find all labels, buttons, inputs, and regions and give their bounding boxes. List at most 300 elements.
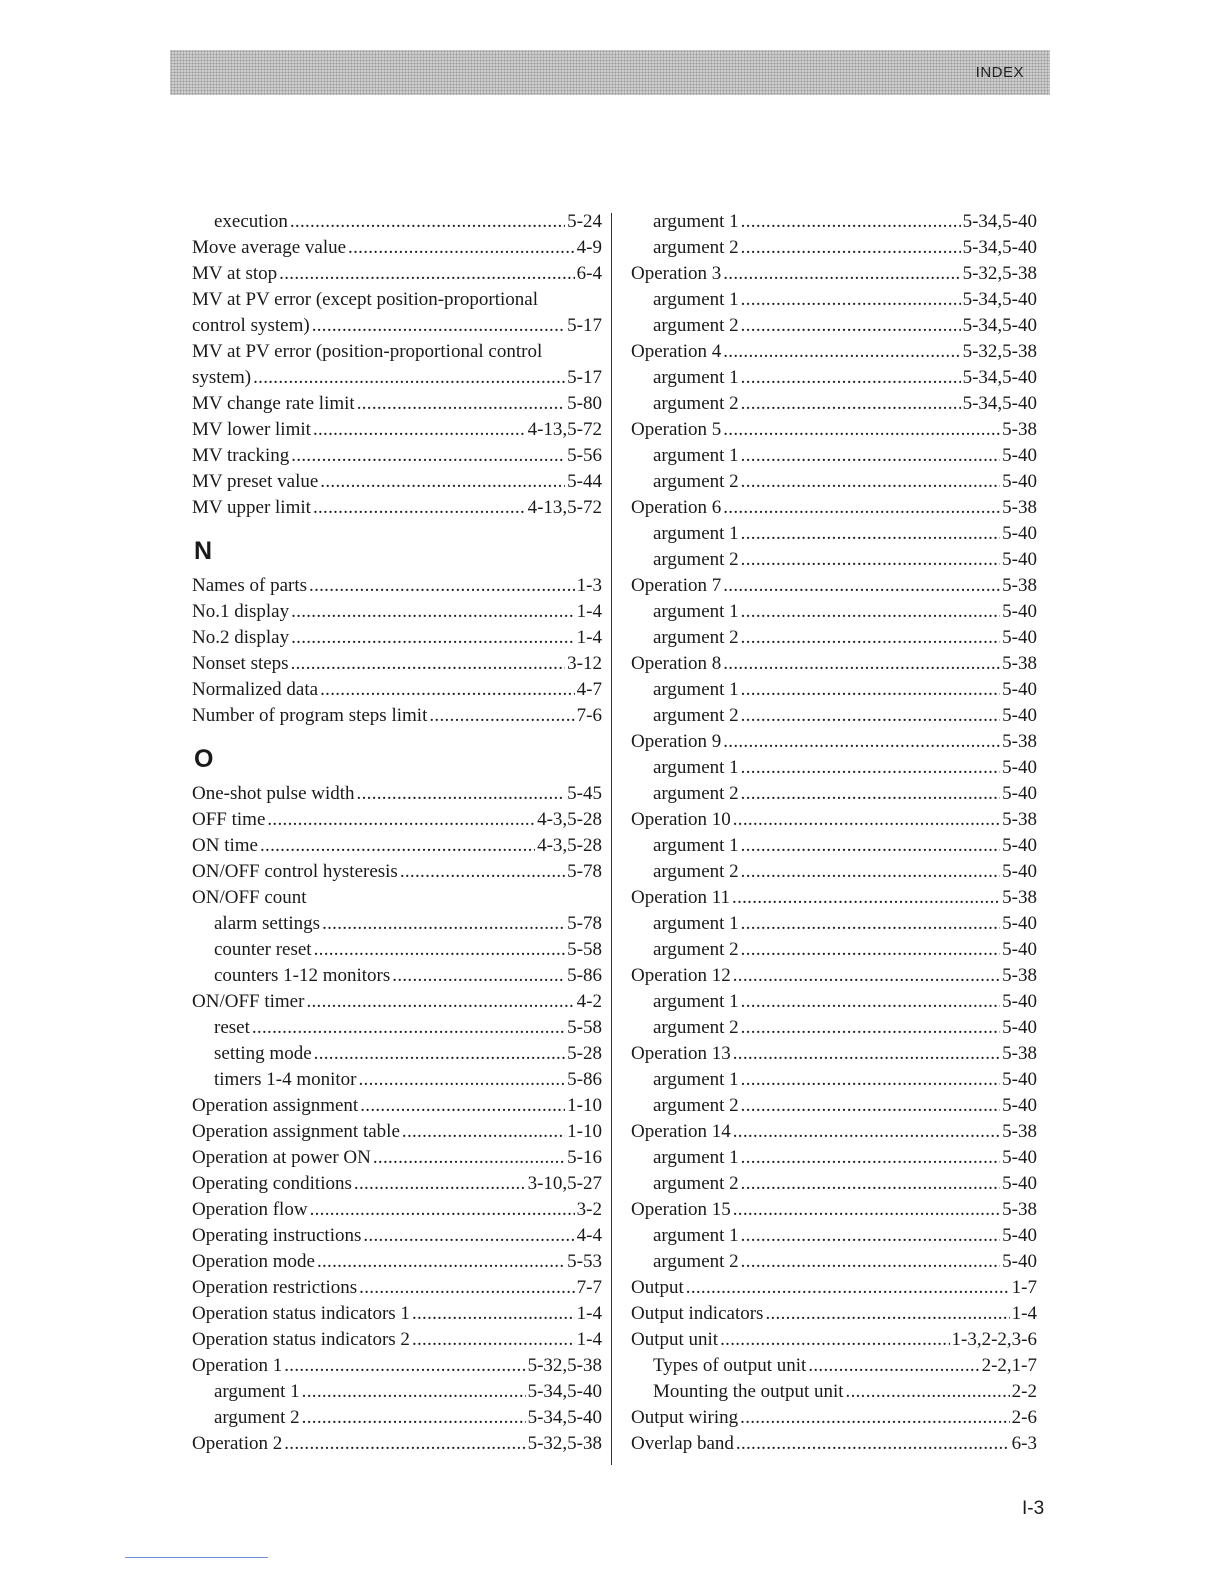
header-label: INDEX xyxy=(975,64,1024,81)
entry-label: argument 1 xyxy=(653,991,739,1012)
entry-label: OFF time xyxy=(192,809,266,830)
entry-label: argument 1 xyxy=(653,913,739,934)
index-subentry xyxy=(631,599,1037,625)
dot-leader xyxy=(373,1145,565,1171)
entry-label: Operating instructions xyxy=(192,1225,362,1246)
index-entry xyxy=(631,1301,1037,1327)
index-subentry xyxy=(631,1145,1037,1171)
dot-leader xyxy=(412,1327,575,1353)
dot-leader xyxy=(267,807,535,833)
entry-pages: 5-40 xyxy=(1002,679,1037,700)
entry-pages: 5-44 xyxy=(567,471,602,492)
dot-leader xyxy=(723,729,1000,755)
entry-label: Nonset steps xyxy=(192,653,289,674)
index-entry xyxy=(631,1041,1037,1067)
entry-pages: 5-34,5-40 xyxy=(962,393,1037,414)
index-entry xyxy=(631,1431,1037,1457)
entry-label: Operation status indicators 1 xyxy=(192,1303,410,1324)
index-subentry xyxy=(631,521,1037,547)
entry-pages: 5-38 xyxy=(1002,887,1037,908)
entry-label: ON/OFF count xyxy=(192,887,307,908)
entry-label: system) xyxy=(192,367,252,388)
dot-leader xyxy=(260,833,535,859)
index-entry xyxy=(192,365,602,391)
entry-label: Operation 3 xyxy=(631,263,722,284)
index-subentry xyxy=(631,547,1037,573)
entry-label: argument 1 xyxy=(653,523,739,544)
header-bar xyxy=(170,50,1050,95)
index-entry xyxy=(192,1353,602,1379)
dot-leader xyxy=(429,703,574,729)
index-entry xyxy=(192,261,602,287)
entry-label: Operation 10 xyxy=(631,809,731,830)
entry-label: argument 1 xyxy=(653,679,739,700)
dot-leader xyxy=(741,209,961,235)
entry-pages: 5-78 xyxy=(567,913,602,934)
entry-label: Operation 9 xyxy=(631,731,722,752)
entry-label: Operation 11 xyxy=(631,887,731,908)
entry-pages: 4-4 xyxy=(576,1225,602,1246)
index-entry xyxy=(192,781,602,807)
index-entry xyxy=(631,963,1037,989)
entry-label: Operation 8 xyxy=(631,653,722,674)
entry-label: Normalized data xyxy=(192,679,319,700)
entry-label: Names of parts xyxy=(192,575,308,596)
dot-leader xyxy=(317,1249,565,1275)
index-entry xyxy=(192,1275,602,1301)
entry-label: Mounting the output unit xyxy=(653,1381,844,1402)
dot-leader xyxy=(291,443,565,469)
index-entry xyxy=(192,859,602,885)
index-subentry xyxy=(631,1067,1037,1093)
entry-pages: 5-40 xyxy=(1002,991,1037,1012)
index-subentry xyxy=(631,859,1037,885)
section-letter: O xyxy=(194,745,214,773)
entry-pages: 5-40 xyxy=(1002,1173,1037,1194)
index-entry xyxy=(192,235,602,261)
index-subentry xyxy=(192,1405,602,1431)
entry-label: argument 2 xyxy=(653,237,739,258)
dot-leader xyxy=(363,1223,574,1249)
entry-pages: 5-34,5-40 xyxy=(962,237,1037,258)
index-subentry xyxy=(192,1041,602,1067)
index-subentry xyxy=(631,937,1037,963)
entry-label: Operation mode xyxy=(192,1251,315,1272)
entry-pages: 5-58 xyxy=(567,939,602,960)
dot-leader xyxy=(357,781,566,807)
entry-pages: 5-38 xyxy=(1002,731,1037,752)
index-subentry xyxy=(192,1015,602,1041)
dot-leader xyxy=(741,833,1001,859)
entry-label: Operation assignment table xyxy=(192,1121,400,1142)
entry-label: Operation 1 xyxy=(192,1355,283,1376)
index-entry xyxy=(631,807,1037,833)
index-entry xyxy=(192,885,602,911)
index-entry xyxy=(631,573,1037,599)
index-entry xyxy=(631,417,1037,443)
index-subentry xyxy=(192,209,602,235)
index-entry xyxy=(192,391,602,417)
entry-pages: 5-32,5-38 xyxy=(962,341,1037,362)
dot-leader xyxy=(741,547,1001,573)
index-entry xyxy=(631,261,1037,287)
entry-label: Operation status indicators 2 xyxy=(192,1329,410,1350)
index-subentry xyxy=(631,287,1037,313)
entry-pages: 5-80 xyxy=(567,393,602,414)
index-entry xyxy=(192,1431,602,1457)
entry-label: reset xyxy=(214,1017,250,1038)
entry-pages: 5-86 xyxy=(567,1069,602,1090)
entry-label: Output unit xyxy=(631,1329,719,1350)
dot-leader xyxy=(732,885,1000,911)
entry-pages: 6-3 xyxy=(1011,1433,1037,1454)
index-subentry xyxy=(631,1093,1037,1119)
dot-leader xyxy=(741,1093,1001,1119)
entry-pages: 5-40 xyxy=(1002,861,1037,882)
entry-label: Operation flow xyxy=(192,1199,308,1220)
index-entry xyxy=(192,677,602,703)
dot-leader xyxy=(741,989,1001,1015)
entry-pages: 1-4 xyxy=(576,1329,602,1350)
entry-pages: 5-38 xyxy=(1002,1121,1037,1142)
entry-label: argument 1 xyxy=(653,289,739,310)
entry-pages: 1-4 xyxy=(576,1303,602,1324)
entry-pages: 1-7 xyxy=(1011,1277,1037,1298)
entry-label: Operation 4 xyxy=(631,341,722,362)
index-entry xyxy=(192,599,602,625)
dot-leader xyxy=(741,1067,1001,1093)
entry-label: Types of output unit xyxy=(653,1355,807,1376)
entry-label: Operation 13 xyxy=(631,1043,731,1064)
dot-leader xyxy=(741,521,1001,547)
dot-leader xyxy=(402,1119,565,1145)
entry-pages: 5-40 xyxy=(1002,939,1037,960)
entry-pages: 5-34,5-40 xyxy=(962,367,1037,388)
entry-label: Overlap band xyxy=(631,1433,734,1454)
entry-pages: 5-34,5-40 xyxy=(962,289,1037,310)
index-entry xyxy=(192,573,602,599)
dot-leader xyxy=(846,1379,1010,1405)
entry-label: No.1 display xyxy=(192,601,290,622)
entry-pages: 5-34,5-40 xyxy=(527,1407,602,1428)
index-entry xyxy=(192,443,602,469)
index-entry xyxy=(192,1145,602,1171)
entry-pages: 4-7 xyxy=(576,679,602,700)
entry-pages: 5-38 xyxy=(1002,1199,1037,1220)
dot-leader xyxy=(765,1301,1009,1327)
index-entry xyxy=(631,651,1037,677)
entry-label: Output wiring xyxy=(631,1407,739,1428)
section-letter: N xyxy=(194,537,213,565)
dot-leader xyxy=(358,1067,565,1093)
index-subentry xyxy=(192,911,602,937)
entry-label: argument 2 xyxy=(653,1251,739,1272)
dot-leader xyxy=(313,495,526,521)
dot-leader xyxy=(322,911,565,937)
index-entry xyxy=(192,495,602,521)
entry-label: argument 2 xyxy=(653,1173,739,1194)
entry-label: MV at PV error (except position-proportional xyxy=(192,289,538,310)
dot-leader xyxy=(733,963,1000,989)
entry-pages: 1-3 xyxy=(576,575,602,596)
index-subentry xyxy=(192,1379,602,1405)
index-entry xyxy=(192,807,602,833)
dot-leader xyxy=(741,937,1001,963)
entry-pages: 5-58 xyxy=(567,1017,602,1038)
index-entry xyxy=(631,1275,1037,1301)
entry-pages: 5-38 xyxy=(1002,809,1037,830)
entry-pages: 1-10 xyxy=(567,1095,602,1116)
entry-pages: 1-4 xyxy=(576,601,602,622)
index-entry xyxy=(631,1197,1037,1223)
dot-leader xyxy=(314,937,566,963)
entry-label: MV preset value xyxy=(192,471,319,492)
index-subentry xyxy=(192,1067,602,1093)
dot-leader xyxy=(291,599,575,625)
entry-label: ON/OFF control hysteresis xyxy=(192,861,398,882)
dot-leader xyxy=(741,1223,1001,1249)
entry-pages: 2-6 xyxy=(1011,1407,1037,1428)
entry-pages: 4-3,5-28 xyxy=(537,809,602,830)
entry-label: Operation at power ON xyxy=(192,1147,371,1168)
dot-leader xyxy=(314,1041,566,1067)
index-entry xyxy=(192,1093,602,1119)
entry-label: One-shot pulse width xyxy=(192,783,355,804)
entry-pages: 2-2,1-7 xyxy=(981,1355,1037,1376)
entry-label: timers 1-4 monitor xyxy=(214,1069,357,1090)
entry-label: argument 2 xyxy=(653,471,739,492)
index-entry xyxy=(192,1327,602,1353)
entry-pages: 5-40 xyxy=(1002,835,1037,856)
entry-pages: 5-40 xyxy=(1002,549,1037,570)
entry-label: Operation 14 xyxy=(631,1121,731,1142)
dot-leader xyxy=(392,963,565,989)
entry-pages: 4-13,5-72 xyxy=(527,419,602,440)
entry-pages: 5-56 xyxy=(567,445,602,466)
dot-leader xyxy=(686,1275,1010,1301)
entry-label: argument 2 xyxy=(653,783,739,804)
dot-leader xyxy=(310,1197,575,1223)
entry-label: MV at PV error (position-proportional control xyxy=(192,341,543,362)
entry-pages: 5-40 xyxy=(1002,471,1037,492)
footnote-line xyxy=(125,1557,268,1558)
index-entry xyxy=(192,1249,602,1275)
index-subentry xyxy=(631,677,1037,703)
entry-pages: 5-16 xyxy=(567,1147,602,1168)
dot-leader xyxy=(348,235,575,261)
dot-leader xyxy=(279,261,575,287)
entry-pages: 7-7 xyxy=(576,1277,602,1298)
entry-pages: 5-17 xyxy=(567,367,602,388)
dot-leader xyxy=(723,261,960,287)
entry-label: Operating conditions xyxy=(192,1173,352,1194)
index-subentry xyxy=(631,703,1037,729)
entry-pages: 5-38 xyxy=(1002,965,1037,986)
entry-pages: 5-40 xyxy=(1002,1095,1037,1116)
index-column-left xyxy=(192,209,602,1457)
index-column-right xyxy=(631,209,1037,1457)
dot-leader xyxy=(741,755,1001,781)
entry-pages: 5-28 xyxy=(567,1043,602,1064)
entry-pages: 5-40 xyxy=(1002,913,1037,934)
dot-leader xyxy=(741,911,1001,937)
dot-leader xyxy=(357,391,565,417)
index-entry xyxy=(192,1119,602,1145)
dot-leader xyxy=(291,625,575,651)
entry-label: Output indicators xyxy=(631,1303,764,1324)
entry-pages: 5-40 xyxy=(1002,627,1037,648)
entry-pages: 1-4 xyxy=(1011,1303,1037,1324)
page-number: I-3 xyxy=(1022,1498,1045,1519)
index-subentry xyxy=(192,963,602,989)
dot-leader xyxy=(723,417,1000,443)
entry-pages: 5-34,5-40 xyxy=(962,315,1037,336)
entry-label: Operation 7 xyxy=(631,575,722,596)
entry-label: argument 1 xyxy=(214,1381,300,1402)
entry-label: argument 1 xyxy=(653,445,739,466)
index-entry xyxy=(192,1223,602,1249)
index-subentry xyxy=(631,1353,1037,1379)
dot-leader xyxy=(359,1275,575,1301)
entry-pages: 5-40 xyxy=(1002,523,1037,544)
entry-pages: 3-10,5-27 xyxy=(527,1173,602,1194)
index-subentry xyxy=(631,833,1037,859)
entry-label: argument 2 xyxy=(214,1407,300,1428)
dot-leader xyxy=(253,365,565,391)
entry-pages: 6-4 xyxy=(576,263,602,284)
dot-leader xyxy=(741,677,1001,703)
entry-pages: 5-17 xyxy=(567,315,602,336)
index-entry xyxy=(631,729,1037,755)
entry-pages: 5-40 xyxy=(1002,757,1037,778)
entry-pages: 5-38 xyxy=(1002,497,1037,518)
entry-label: counters 1-12 monitors xyxy=(214,965,391,986)
dot-leader xyxy=(736,1431,1010,1457)
dot-leader xyxy=(302,1379,526,1405)
dot-leader xyxy=(723,651,1000,677)
entry-pages: 3-12 xyxy=(567,653,602,674)
entry-label: argument 2 xyxy=(653,1095,739,1116)
entry-label: argument 2 xyxy=(653,315,739,336)
column-divider xyxy=(611,213,612,1465)
entry-pages: 5-38 xyxy=(1002,1043,1037,1064)
entry-pages: 4-9 xyxy=(576,237,602,258)
index-subentry xyxy=(631,781,1037,807)
dot-leader xyxy=(720,1327,949,1353)
dot-leader xyxy=(252,1015,565,1041)
entry-label: argument 2 xyxy=(653,627,739,648)
entry-pages: 4-13,5-72 xyxy=(527,497,602,518)
entry-label: Operation 12 xyxy=(631,965,731,986)
dot-leader xyxy=(723,339,960,365)
dot-leader xyxy=(284,1431,525,1457)
entry-label: argument 2 xyxy=(653,705,739,726)
entry-pages: 5-40 xyxy=(1002,783,1037,804)
entry-label: argument 1 xyxy=(653,1225,739,1246)
entry-pages: 5-40 xyxy=(1002,1069,1037,1090)
entry-label: argument 1 xyxy=(653,757,739,778)
entry-label: MV tracking xyxy=(192,445,290,466)
entry-label: Operation 5 xyxy=(631,419,722,440)
entry-pages: 2-2 xyxy=(1011,1381,1037,1402)
index-entry xyxy=(631,1119,1037,1145)
entry-label: Number of program steps limit xyxy=(192,705,428,726)
entry-pages: 5-34,5-40 xyxy=(962,211,1037,232)
index-subentry xyxy=(631,391,1037,417)
entry-label: MV upper limit xyxy=(192,497,311,518)
entry-label: argument 1 xyxy=(653,211,739,232)
index-subentry xyxy=(631,1379,1037,1405)
dot-leader xyxy=(741,1171,1001,1197)
index-entry xyxy=(631,1327,1037,1353)
entry-label: ON time xyxy=(192,835,258,856)
entry-pages: 5-40 xyxy=(1002,1225,1037,1246)
dot-leader xyxy=(808,1353,979,1379)
index-entry xyxy=(192,703,602,729)
dot-leader xyxy=(360,1093,565,1119)
index-subentry xyxy=(631,365,1037,391)
dot-leader xyxy=(741,1249,1001,1275)
index-entry xyxy=(192,989,602,1015)
entry-label: argument 2 xyxy=(653,1017,739,1038)
entry-pages: 5-40 xyxy=(1002,1017,1037,1038)
dot-leader xyxy=(741,365,961,391)
entry-label: argument 2 xyxy=(653,549,739,570)
dot-leader xyxy=(741,1145,1001,1171)
entry-label: alarm settings xyxy=(214,913,321,934)
index-subentry xyxy=(631,625,1037,651)
entry-label: argument 1 xyxy=(653,1069,739,1090)
index-entry xyxy=(631,339,1037,365)
dot-leader xyxy=(313,417,526,443)
entry-label: counter reset xyxy=(214,939,312,960)
index-entry xyxy=(192,469,602,495)
entry-label: argument 2 xyxy=(653,939,739,960)
dot-leader xyxy=(733,1119,1000,1145)
index-entry xyxy=(631,1405,1037,1431)
index-entry xyxy=(192,313,602,339)
entry-pages: 5-32,5-38 xyxy=(527,1355,602,1376)
index-subentry xyxy=(631,1223,1037,1249)
index-subentry xyxy=(631,911,1037,937)
dot-leader xyxy=(733,807,1000,833)
entry-label: MV change rate limit xyxy=(192,393,355,414)
entry-pages: 5-53 xyxy=(567,1251,602,1272)
entry-label: argument 2 xyxy=(653,861,739,882)
entry-pages: 4-3,5-28 xyxy=(537,835,602,856)
entry-label: Move average value xyxy=(192,237,347,258)
dot-leader xyxy=(354,1171,526,1197)
entry-pages: 5-40 xyxy=(1002,1251,1037,1272)
dot-leader xyxy=(290,209,565,235)
dot-leader xyxy=(741,469,1001,495)
dot-leader xyxy=(741,625,1001,651)
index-subentry xyxy=(631,235,1037,261)
dot-leader xyxy=(741,443,1001,469)
index-subentry xyxy=(631,209,1037,235)
index-entry xyxy=(192,833,602,859)
entry-label: argument 1 xyxy=(653,835,739,856)
dot-leader xyxy=(412,1301,575,1327)
index-subentry xyxy=(631,755,1037,781)
entry-label: control system) xyxy=(192,315,310,336)
dot-leader xyxy=(723,573,1000,599)
entry-pages: 5-40 xyxy=(1002,1147,1037,1168)
index-entry xyxy=(631,885,1037,911)
entry-label: Operation restrictions xyxy=(192,1277,358,1298)
dot-leader xyxy=(312,313,565,339)
entry-pages: 5-40 xyxy=(1002,445,1037,466)
